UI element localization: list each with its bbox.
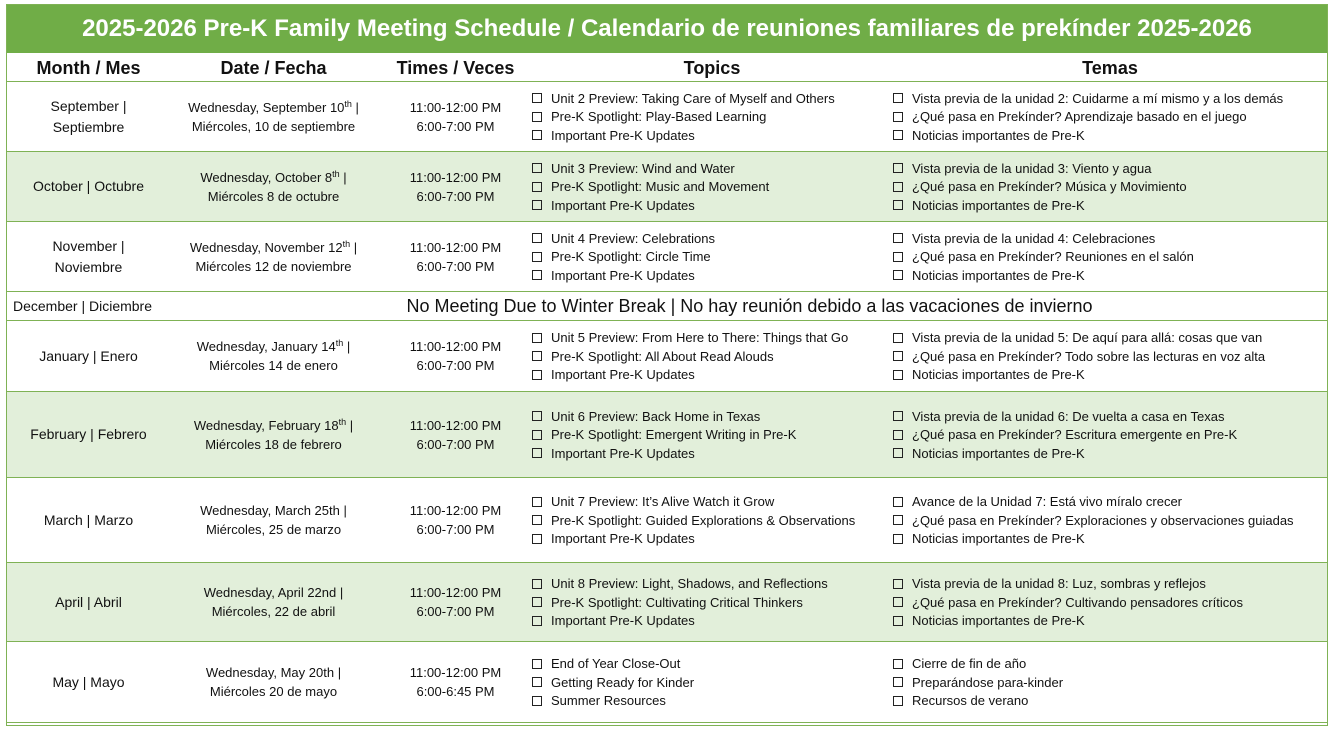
time-slot: 6:00-7:00 PM xyxy=(416,118,495,134)
topics-item-text: Important Pre-K Updates xyxy=(551,197,695,213)
date-ordinal-suffix: th xyxy=(344,98,352,109)
page-title: 2025-2026 Pre-K Family Meeting Schedule / Calendario de reuniones familiares de prekínder 2025-2026 xyxy=(7,5,1327,53)
time-slot: 11:00-12:00 PM xyxy=(409,339,502,354)
month-cell xyxy=(7,222,170,291)
table-row xyxy=(7,642,1327,723)
temas-list-item xyxy=(891,654,1026,673)
temas-list-item xyxy=(891,511,1294,530)
checkbox-icon xyxy=(893,616,903,626)
date-english-text: Wednesday, September 10 xyxy=(188,99,345,115)
time-slot: 6:00-7:00 PM xyxy=(416,522,495,537)
month-label: May | Mayo xyxy=(52,673,125,690)
header-topics: Topics xyxy=(683,58,741,78)
temas-list-item xyxy=(891,229,1155,248)
topics-item-text: Unit 6 Preview: Back Home in Texas xyxy=(551,408,761,424)
checkbox-icon xyxy=(893,597,903,607)
temas-item-text: Vista previa de la unidad 6: De vuelta a casa en Texas xyxy=(912,408,1225,424)
date-english-text: Wednesday, March 25th xyxy=(200,503,340,518)
topics-list-item xyxy=(530,425,796,444)
checkbox-icon xyxy=(893,370,903,380)
header-times: Times / Veces xyxy=(396,58,515,78)
date-english xyxy=(190,238,357,257)
date-cell xyxy=(170,392,377,477)
checkbox-icon xyxy=(532,333,542,343)
table-row xyxy=(7,392,1327,478)
topics-item-text: Summer Resources xyxy=(551,693,666,708)
date-english xyxy=(200,501,347,520)
topics-list-item xyxy=(530,89,835,108)
checkbox-icon xyxy=(532,233,542,243)
time-slot: 11:00-12:00 PM xyxy=(409,585,502,600)
checkbox-icon xyxy=(532,93,542,103)
topics-item-text: Unit 4 Preview: Celebrations xyxy=(551,230,716,246)
topics-item-text: Important Pre-K Updates xyxy=(551,367,695,382)
checkbox-icon xyxy=(893,534,903,544)
topics-item-text: Getting Ready for Kinder xyxy=(551,674,695,690)
checkbox-icon xyxy=(893,411,903,421)
date-cell xyxy=(170,563,377,641)
checkbox-icon xyxy=(893,448,903,458)
date-separator: | xyxy=(350,239,358,255)
header-month: Month / Mes xyxy=(36,58,141,78)
temas-cell xyxy=(891,563,1329,641)
topics-list-item xyxy=(530,407,760,426)
date-separator: | xyxy=(351,99,359,115)
checkbox-icon xyxy=(893,200,903,210)
topics-item-text: Important Pre-K Updates xyxy=(551,613,695,628)
temas-list-item xyxy=(891,611,1085,630)
topics-list-item xyxy=(530,611,695,630)
checkbox-icon xyxy=(893,252,903,262)
checkbox-icon xyxy=(532,130,542,140)
date-spanish: Miércoles 8 de octubre xyxy=(207,188,340,204)
temas-list-item xyxy=(891,266,1085,285)
temas-cell xyxy=(891,222,1329,291)
temas-item-text: Cierre de fin de año xyxy=(912,656,1027,671)
topics-list-item xyxy=(530,107,766,126)
temas-item-text: Vista previa de la unidad 2: Cuidarme a mí mismo y a los demás xyxy=(912,90,1284,106)
date-separator: | xyxy=(339,503,347,518)
date-english xyxy=(197,337,351,356)
times-cell xyxy=(377,392,534,477)
temas-item-text: Noticias importantes de Pre-K xyxy=(912,445,1085,461)
header-date: Date / Fecha xyxy=(220,58,327,78)
checkbox-icon xyxy=(893,130,903,140)
checkbox-icon xyxy=(893,351,903,361)
temas-list-item xyxy=(891,691,1028,710)
checkbox-icon xyxy=(893,497,903,507)
topics-list-item xyxy=(530,126,695,145)
month-cell xyxy=(7,392,170,477)
topics-list-item xyxy=(530,177,769,196)
checkbox-icon xyxy=(532,411,542,421)
checkbox-icon xyxy=(532,534,542,544)
temas-item-text: Vista previa de la unidad 3: Viento y agua xyxy=(912,160,1152,176)
temas-cell xyxy=(891,152,1329,221)
topics-item-text: Unit 8 Preview: Light, Shadows, and Reflections xyxy=(551,576,828,591)
time-slot: 6:00-7:00 PM xyxy=(416,604,495,619)
topics-cell xyxy=(530,563,890,641)
time-slot: 11:00-12:00 PM xyxy=(409,417,502,433)
topics-item-text: Important Pre-K Updates xyxy=(551,445,695,461)
temas-item-text: Noticias importantes de Pre-K xyxy=(912,267,1085,283)
date-spanish: Miércoles 14 de enero xyxy=(209,358,338,373)
checkbox-icon xyxy=(532,163,542,173)
topics-cell xyxy=(530,478,890,562)
date-ordinal-suffix: th xyxy=(335,338,344,348)
temas-list-item xyxy=(891,89,1283,108)
date-cell xyxy=(170,321,377,391)
temas-item-text: Recursos de verano xyxy=(912,693,1029,708)
month-label: October | Octubre xyxy=(32,178,144,194)
date-cell xyxy=(170,152,377,221)
topics-item-text: Unit 3 Preview: Wind and Water xyxy=(551,160,735,176)
date-ordinal-suffix: th xyxy=(332,168,340,179)
temas-list-item xyxy=(891,574,1206,593)
table-row xyxy=(7,478,1327,563)
date-separator: | xyxy=(346,417,354,433)
checkbox-icon xyxy=(532,515,542,525)
checkbox-icon xyxy=(532,659,542,669)
date-separator: | xyxy=(339,169,347,185)
table-row xyxy=(7,82,1327,152)
month-cell xyxy=(7,321,170,391)
date-english-text: Wednesday, January 14 xyxy=(196,339,336,354)
temas-cell xyxy=(891,642,1329,722)
temas-list-item xyxy=(891,593,1243,612)
topics-list-item xyxy=(530,492,774,511)
date-spanish: Miércoles, 22 de abril xyxy=(211,604,336,619)
month-label: Noviembre xyxy=(54,258,123,275)
topics-item-text: Pre-K Spotlight: Circle Time xyxy=(551,249,711,264)
checkbox-icon xyxy=(893,677,903,687)
checkbox-icon xyxy=(893,163,903,173)
topics-cell xyxy=(530,82,890,151)
temas-item-text: Noticias importantes de Pre-K xyxy=(912,613,1085,628)
date-english xyxy=(204,583,344,602)
temas-list-item xyxy=(891,365,1085,384)
time-slot: 11:00-12:00 PM xyxy=(409,99,502,115)
temas-list-item xyxy=(891,529,1085,548)
temas-cell xyxy=(891,82,1329,151)
table-row xyxy=(7,563,1327,642)
checkbox-icon xyxy=(532,430,542,440)
time-slot: 6:00-7:00 PM xyxy=(416,188,495,204)
topics-list-item xyxy=(530,529,695,548)
date-cell xyxy=(170,642,377,722)
month-label: April | Abril xyxy=(55,593,122,610)
date-spanish: Miércoles, 25 de marzo xyxy=(205,522,342,537)
table-header xyxy=(7,53,1327,82)
temas-list-item xyxy=(891,407,1224,426)
date-english-text: Wednesday, February 18 xyxy=(193,417,339,433)
date-english xyxy=(200,168,346,187)
temas-list-item xyxy=(891,126,1085,145)
topics-item-text: Pre-K Spotlight: Play-Based Learning xyxy=(551,109,767,124)
checkbox-icon xyxy=(893,333,903,343)
temas-item-text: ¿Qué pasa en Prekínder? Cultivando pensadores críticos xyxy=(912,594,1243,610)
table-row xyxy=(7,152,1327,222)
temas-item-text: ¿Qué pasa en Prekínder? Reuniones en el salón xyxy=(912,249,1194,264)
topics-cell xyxy=(530,152,890,221)
time-slot: 6:00-6:45 PM xyxy=(416,684,495,699)
date-english xyxy=(194,416,353,435)
month-label: September | xyxy=(50,97,127,114)
temas-item-text: ¿Qué pasa en Prekínder? Escritura emergente en Pre-K xyxy=(912,427,1238,442)
checkbox-icon xyxy=(893,112,903,122)
temas-item-text: Noticias importantes de Pre-K xyxy=(912,197,1085,213)
temas-list-item xyxy=(891,328,1262,347)
time-slot: 11:00-12:00 PM xyxy=(409,169,502,185)
temas-item-text: Vista previa de la unidad 8: Luz, sombras y reflejos xyxy=(912,576,1206,591)
topics-list-item xyxy=(530,574,828,593)
topics-list-item xyxy=(530,654,680,673)
temas-list-item xyxy=(891,247,1194,266)
time-slot: 6:00-7:00 PM xyxy=(416,358,495,373)
topics-list-item xyxy=(530,691,666,710)
temas-item-text: ¿Qué pasa en Prekínder? Todo sobre las lecturas en voz alta xyxy=(912,348,1266,364)
checkbox-icon xyxy=(532,252,542,262)
date-english xyxy=(188,98,359,117)
no-meeting-note: No Meeting Due to Winter Break | No hay reunión debido a las vacaciones de invierno xyxy=(406,295,1093,316)
temas-cell xyxy=(891,478,1329,562)
date-cell xyxy=(170,82,377,151)
topics-cell xyxy=(530,642,890,722)
time-slot: 11:00-12:00 PM xyxy=(409,503,502,518)
topics-list-item xyxy=(530,266,695,285)
topics-item-text: Pre-K Spotlight: Emergent Writing in Pre-K xyxy=(551,427,797,442)
month-cell xyxy=(7,292,177,320)
date-english xyxy=(206,663,341,682)
temas-item-text: ¿Qué pasa en Prekínder? Exploraciones y observaciones guiadas xyxy=(912,512,1294,528)
times-cell xyxy=(377,152,534,221)
times-cell xyxy=(377,82,534,151)
topics-item-text: End of Year Close-Out xyxy=(551,656,681,671)
table-row xyxy=(7,321,1327,392)
topics-list-item xyxy=(530,511,855,530)
temas-list-item xyxy=(891,673,1063,692)
temas-item-text: Avance de la Unidad 7: Está vivo míralo crecer xyxy=(912,494,1183,509)
checkbox-icon xyxy=(532,497,542,507)
temas-list-item xyxy=(891,177,1187,196)
date-spanish: Miércoles 18 de febrero xyxy=(205,436,342,452)
time-slot: 6:00-7:00 PM xyxy=(416,436,495,452)
month-label: January | Enero xyxy=(39,347,138,364)
checkbox-icon xyxy=(893,659,903,669)
temas-item-text: ¿Qué pasa en Prekínder? Música y Movimiento xyxy=(912,179,1187,194)
temas-list-item xyxy=(891,159,1151,178)
date-cell xyxy=(170,222,377,291)
date-ordinal-suffix: th xyxy=(338,416,347,427)
time-slot: 11:00-12:00 PM xyxy=(409,665,502,680)
temas-item-text: Noticias importantes de Pre-K xyxy=(912,127,1085,143)
checkbox-icon xyxy=(532,370,542,380)
topics-list-item xyxy=(530,247,711,266)
temas-item-text: Noticias importantes de Pre-K xyxy=(912,531,1085,546)
topics-item-text: Unit 2 Preview: Taking Care of Myself and Others xyxy=(551,90,835,106)
temas-list-item xyxy=(891,444,1085,463)
topics-item-text: Pre-K Spotlight: Guided Explorations & Observations xyxy=(551,512,856,528)
topics-item-text: Pre-K Spotlight: Music and Movement xyxy=(551,179,770,194)
table-row xyxy=(7,292,1327,321)
month-label: November | xyxy=(52,237,125,254)
topics-list-item xyxy=(530,328,848,347)
temas-list-item xyxy=(891,492,1182,511)
temas-list-item xyxy=(891,196,1085,215)
topics-list-item xyxy=(530,593,803,612)
temas-list-item xyxy=(891,107,1247,126)
checkbox-icon xyxy=(893,270,903,280)
topics-list-item xyxy=(530,347,774,366)
topics-cell xyxy=(530,321,890,391)
times-cell xyxy=(377,321,534,391)
topics-item-text: Pre-K Spotlight: Cultivating Critical Thinkers xyxy=(551,594,803,610)
topics-item-text: Pre-K Spotlight: All About Read Alouds xyxy=(551,348,774,364)
month-label: December | Diciembre xyxy=(13,298,153,314)
checkbox-icon xyxy=(532,696,542,706)
month-cell xyxy=(7,563,170,641)
temas-list-item xyxy=(891,347,1265,366)
date-cell xyxy=(170,478,377,562)
topics-item-text: Unit 7 Preview: It’s Alive Watch it Grow xyxy=(551,494,775,509)
checkbox-icon xyxy=(893,579,903,589)
topics-list-item xyxy=(530,229,715,248)
time-slot: 11:00-12:00 PM xyxy=(409,239,502,255)
temas-cell xyxy=(891,392,1329,477)
temas-list-item xyxy=(891,425,1237,444)
month-label: March | Marzo xyxy=(43,511,134,528)
checkbox-icon xyxy=(532,579,542,589)
checkbox-icon xyxy=(893,430,903,440)
date-spanish: Miércoles 12 de noviembre xyxy=(195,258,352,274)
topics-list-item xyxy=(530,673,694,692)
times-cell xyxy=(377,478,534,562)
times-cell xyxy=(377,642,534,722)
checkbox-icon xyxy=(532,200,542,210)
topics-item-text: Unit 5 Preview: From Here to There: Things that Go xyxy=(551,330,849,345)
date-separator: | xyxy=(336,585,344,600)
topics-list-item xyxy=(530,159,735,178)
topics-list-item xyxy=(530,365,695,384)
date-separator: | xyxy=(343,339,351,354)
time-slot: 6:00-7:00 PM xyxy=(416,258,495,274)
checkbox-icon xyxy=(893,515,903,525)
date-spanish: Miércoles 20 de mayo xyxy=(209,684,338,699)
checkbox-icon xyxy=(532,182,542,192)
temas-item-text: ¿Qué pasa en Prekínder? Aprendizaje basado en el juego xyxy=(912,109,1247,124)
checkbox-icon xyxy=(532,448,542,458)
month-label: Septiembre xyxy=(52,118,125,135)
checkbox-icon xyxy=(893,233,903,243)
checkbox-icon xyxy=(532,351,542,361)
topics-item-text: Important Pre-K Updates xyxy=(551,267,695,283)
checkbox-icon xyxy=(893,696,903,706)
temas-item-text: Vista previa de la unidad 5: De aquí para allá: cosas que van xyxy=(912,330,1263,345)
date-english-text: Wednesday, November 12 xyxy=(189,239,343,255)
table-row xyxy=(7,222,1327,292)
month-cell xyxy=(7,642,170,722)
header-temas: Temas xyxy=(1082,58,1138,78)
times-cell xyxy=(377,563,534,641)
date-english-text: Wednesday, October 8 xyxy=(200,169,333,185)
checkbox-icon xyxy=(532,677,542,687)
temas-item-text: Preparándose para-kinder xyxy=(912,674,1064,690)
date-english-text: Wednesday, May 20th xyxy=(205,665,335,680)
topics-cell xyxy=(530,222,890,291)
topics-item-text: Important Pre-K Updates xyxy=(551,127,695,143)
date-english-text: Wednesday, April 22nd xyxy=(203,585,337,600)
date-spanish: Miércoles, 10 de septiembre xyxy=(191,118,356,134)
checkbox-icon xyxy=(532,270,542,280)
topics-item-text: Important Pre-K Updates xyxy=(551,531,695,546)
month-cell xyxy=(7,152,170,221)
month-cell xyxy=(7,478,170,562)
schedule-sheet xyxy=(6,4,1328,726)
month-cell xyxy=(7,82,170,151)
month-label: February | Febrero xyxy=(30,426,147,442)
checkbox-icon xyxy=(532,597,542,607)
date-separator: | xyxy=(334,665,342,680)
temas-item-text: Vista previa de la unidad 4: Celebraciones xyxy=(912,230,1156,246)
topics-list-item xyxy=(530,444,695,463)
topics-list-item xyxy=(530,196,695,215)
temas-item-text: Noticias importantes de Pre-K xyxy=(912,367,1085,382)
checkbox-icon xyxy=(532,616,542,626)
times-cell xyxy=(377,222,534,291)
date-ordinal-suffix: th xyxy=(342,238,351,249)
checkbox-icon xyxy=(893,93,903,103)
temas-cell xyxy=(891,321,1329,391)
checkbox-icon xyxy=(532,112,542,122)
topics-cell xyxy=(530,392,890,477)
checkbox-icon xyxy=(893,182,903,192)
